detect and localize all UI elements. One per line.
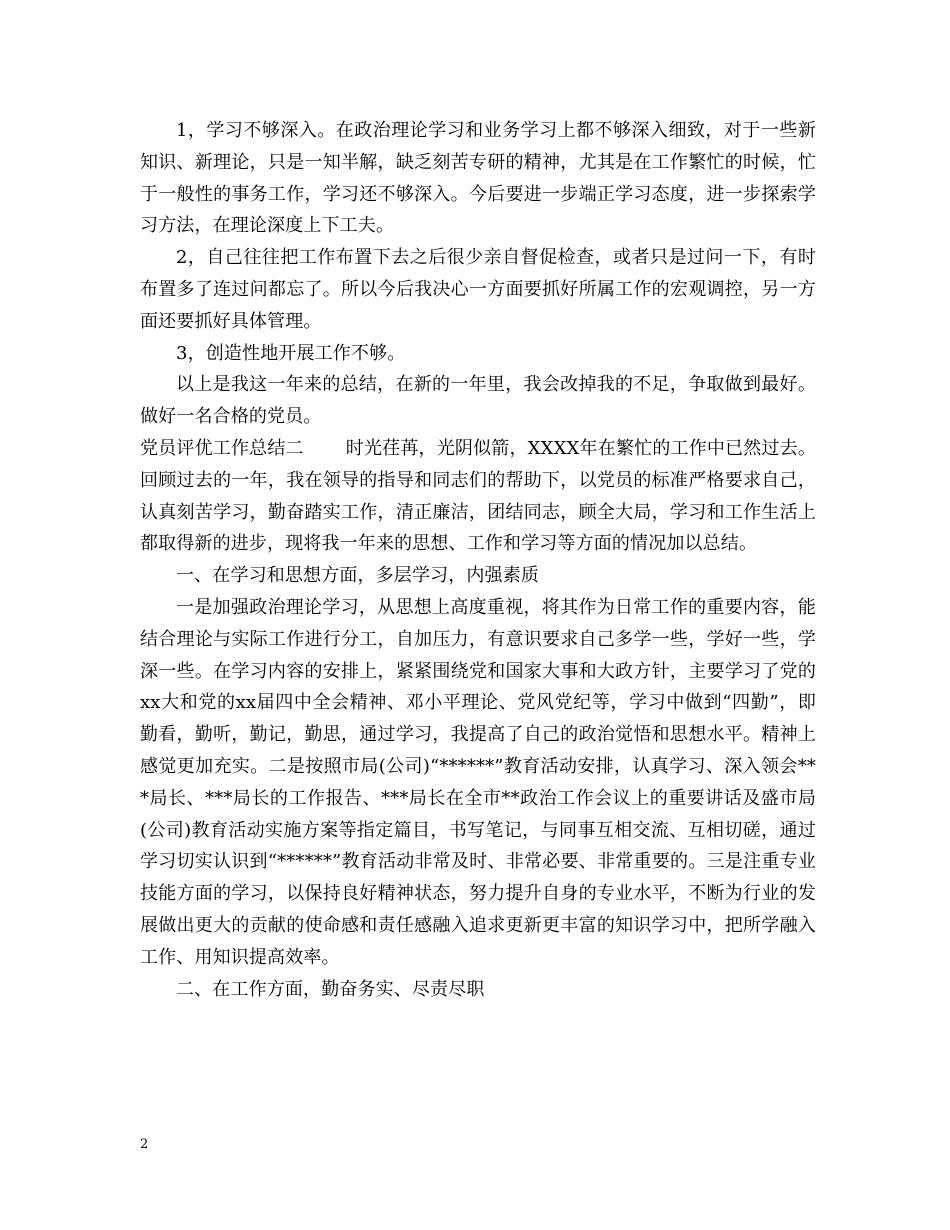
section-two-paragraph: [140, 433, 816, 560]
document-body: [140, 115, 816, 1005]
section-intro: 时光荏苒，光阴似箭，XXXX年在繁忙的工作中已然过去。回顾过去的一年，我在领导的指导和同志们的帮助下，以党员的标准严格要求自己，认真刻苦学习，勤奋踏实工作，清正廉洁，团结同志，顾全大局，学习和工作生活上都取得新的进步，现将我一年来的思想、工作和学习等方面的情况加以总结。: [140, 437, 816, 555]
paragraph-supervision-shortcoming: 2，自己往往把工作布置下去之后很少亲自督促检查，或者只是过问一下，有时布置多了连过问都忘了。所以今后我决心一方面要抓好所属工作的宏观调控，另一方面还要抓好具体管理。: [140, 247, 816, 332]
paragraph-study-shortcoming: 1，学习不够深入。在政治理论学习和业务学习上都不够深入细致，对于一些新知识、新理论，只是一知半解，缺乏刻苦专研的精神，尤其是在工作繁忙的时候，忙于一般性的事务工作，学习还不够深入。今后要进一步端正学习态度，进一步探索学习方法，在理论深度上下工夫。: [140, 120, 816, 237]
section-title: 党员评优工作总结二: [140, 437, 304, 459]
paragraph-creativity-shortcoming: 3，创造性地开展工作不够。: [176, 342, 406, 364]
heading-work: 二、在工作方面，勤奋务实、尽责尽职: [176, 978, 485, 1000]
paragraph-conclusion: 以上是我这一年来的总结，在新的一年里，我会改掉我的不足，争取做到最好。做好一名合格的党员。: [140, 374, 816, 428]
paragraph-study-details: 一是加强政治理论学习，从思想上高度重视，将其作为日常工作的重要内容，能结合理论与实际工作进行分工，自加压力，有意识要求自己多学一些，学好一些，学深一些。在学习内容的安排上，紧紧围绕党和国家大事和大政方针，主要学习了党的xx大和党的xx届四中全会精神、邓小平理论、党风党纪等，学习中做到“四勤”，即勤看，勤听，勤记，勤思，通过学习，我提高了自己的政治觉悟和思想水平。精神上感觉更加充实。二是按照市局(公司)“******”教育活动安排，认真学习、深入领会***局长、***局长的工作报告、***局长在全市**政治工作会议上的重要讲话及盛市局(公司)教育活动实施方案等指定篇目，书写笔记，与同事互相交流、互相切磋，通过学习切实认识到“******”教育活动非常及时、非常必要、非常重要的。三是注重专业技能方面的学习，以保持良好精神状态，努力提升自身的专业水平，不断为行业的发展做出更大的贡献的使命感和责任感融入追求更新更丰富的知识学习中，把所学融入工作、用知识提高效率。: [140, 596, 816, 968]
heading-study-thought: 一、在学习和思想方面，多层学习，内强素质: [176, 565, 539, 587]
page-number: 2: [140, 1137, 149, 1152]
